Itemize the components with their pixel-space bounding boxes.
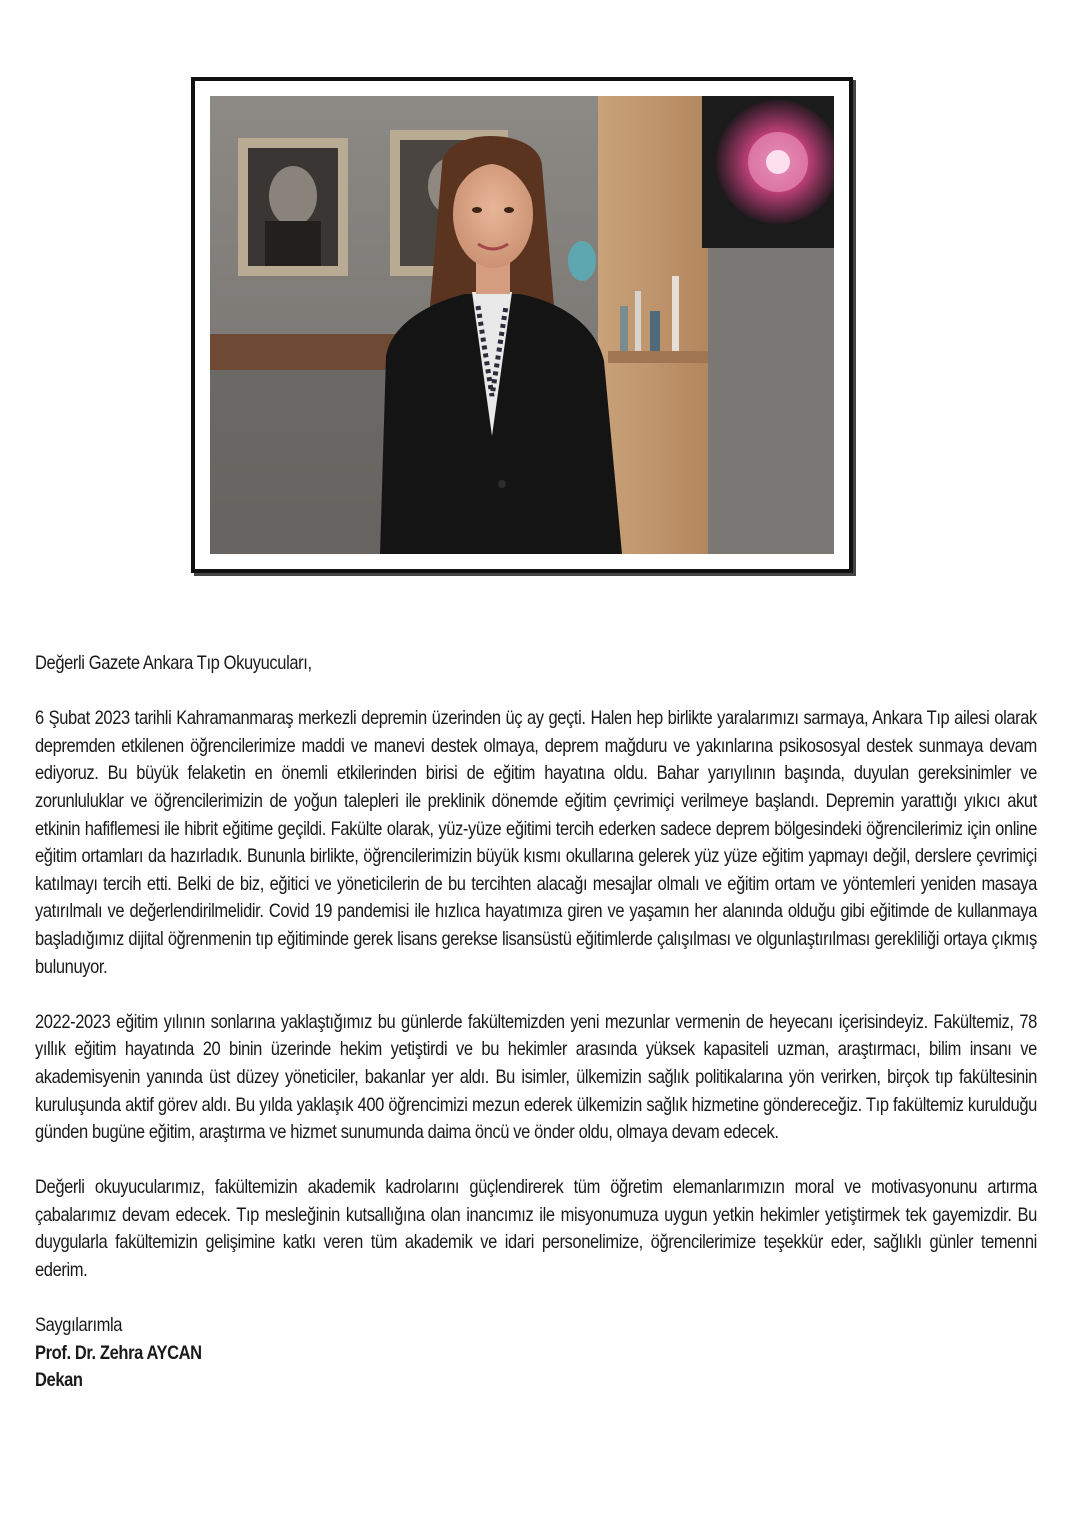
portrait-photo [210, 96, 834, 554]
letter-paragraph-2: 2022-2023 eğitim yılının sonlarına yaklaştığımız bu günlerde fakültemizden yeni mezunlar vermenin de heyecanı içerisindeyiz. Fakültemiz, 78 yıllık eğitim hayatında 20 binin üzerinde hekim yetiştirdi ve bu hekimler arasında yüksek kapasiteli uzman, araştırmacı, bilim insanı ve akademisyenin yanında üst düzey yöneticiler, bakanlar yer aldı. Bu isimler, ülkemizin sağlık politikalarına yön verirken, birçok tıp fakültesinin kuruluşunda aktif görev aldı. Bu yılda yaklaşık 400 öğrencimizi mezun ederek ülkemizin sağlık hizmetine göndereceğiz. Tıp fakültemiz kurulduğu günden bugüne eğitim, araştırma ve hizmet sunumunda daima öncü ve önder oldu, olmaya devam edecek. [35, 1011, 1037, 1144]
letter-paragraph-1: 6 Şubat 2023 tarihli Kahramanmaraş merkezli depremin üzerinden üç ay geçti. Halen hep birlikte yaralarımızı sarmaya, Ankara Tıp ailesi olarak depremden etkilenen öğrencilerimize maddi ve manevi destek olmaya, deprem mağduru ve yakınlarına psikososyal destek sunmaya devam ediyoruz. Bu büyük felaketin en önemli etkilerinden birisi de eğitim hayatına oldu. Bahar yarıyılının başında, duyulan gereksinimler ve zorunluluklar ve öğrencilerimizin de yoğun talepleri ile preklinik dönemde eğitim çevrimiçi verilmeye başlandı. Depremin yarattığı yıkıcı akut etkinin hafiflemesi ile hibrit eğitime geçildi. Fakülte olarak, yüz-yüze eğitimi tercih ederken sadece deprem bölgesindeki öğrencilerimiz için online eğitim ortamları da hazırladık. Bununla birlikte, öğrencilerimizin büyük kısmı okullarına gelerek yüz yüze eğitim yapmayı değil, derslere çevrimiçi katılmayı tercih etti. Belki de biz, eğitici ve yöneticilerin de bu tercihten alacağı mesajlar olmalı ve eğitim ortam ve yöntemleri yeniden masaya yatırılmalı ve değerlendirilmelidir. Covid 19 pandemisi ile hızlıca hayatımıza giren ve yaşamın her alanında olduğu gibi eğitimde de kullanmaya başladığımız dijital öğrenmenin tıp eğitiminde gerek lisans gerekse lisansüstü eğitimlerde çalışılması ve olgunlaştırılması gerekliliği ortaya çıkmış bulunuyor. [35, 708, 1037, 978]
letter-greeting: Değerli Gazete Ankara Tıp Okuyucuları, [35, 653, 312, 674]
portrait-illustration [210, 96, 834, 554]
letter-closing: Saygılarımla [35, 1315, 123, 1337]
signer-title: Dekan [35, 1370, 83, 1392]
signer-name: Prof. Dr. Zehra AYCAN [35, 1342, 202, 1364]
signature-block [35, 1312, 1037, 1395]
letter-body [35, 650, 1037, 1395]
photo-frame [191, 77, 853, 573]
letter-paragraph-3: Değerli okuyucularımız, fakültemizin akademik kadrolarını güçlendirerek tüm öğretim elemanlarımızın moral ve motivasyonunu artırma çabalarımız devam edecek. Tıp mesleğinin kutsallığına olan inancımız ile misyonumuza uygun yetkin hekimler yetiştirmek tek gayemizdir. Bu duygularla fakültemizin gelişimine katkı veren tüm akademik ve idari personelimize, öğrencilerimize teşekkür eder, sağlıklı günler temenni ederim. [35, 1177, 1037, 1282]
